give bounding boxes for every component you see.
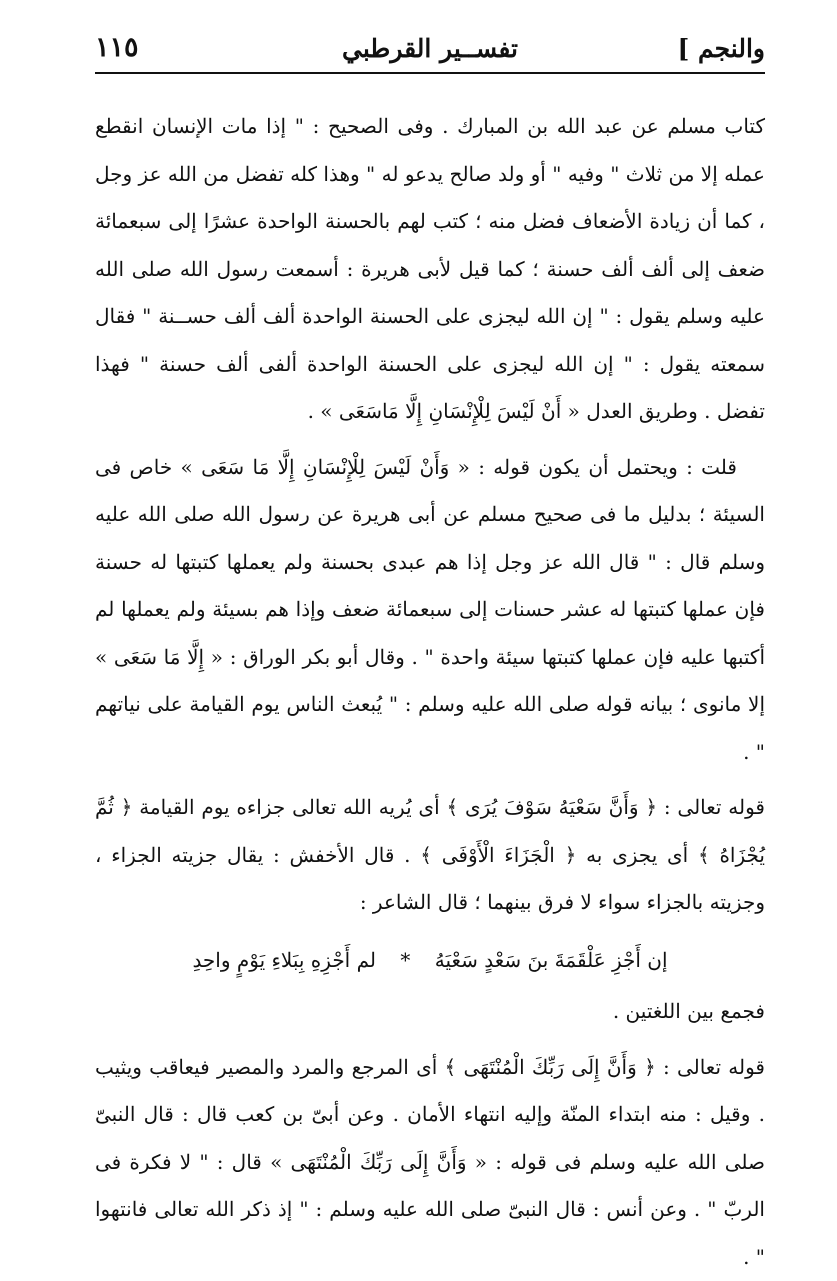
verse-second-hemistich: لم أَجْزِهِ بِبَلاءِ يَوْمٍ واحِدِ [192,937,376,985]
paragraph-3: قوله تعالى : ﴿ وَأَنَّ سَعْيَهُ سَوْفَ يُرَى ﴾ أى يُريه الله تعالى جزاءه يوم القيامة ﴿ ثُمَّ يُجْزَاهُ ﴾ أى يجزى به ﴿ الْجَزَاءَ الْأَوْفَى ﴾ . قال الأخفش : يقال جزيته الجزاء ، وجزيته بالجزاء سواء لا فرق بينهما ؛ قال الشاعر : [95,784,765,927]
header-rule [95,72,765,74]
body-text [95,103,765,1281]
paragraph-gap [95,776,765,784]
page-number: ١١٥ [95,32,139,63]
paragraph-gap [95,436,765,444]
paragraph-1: كتاب مسلم عن عبد الله بن المبارك . وفى الصحيح : " إذا مات الإنسان انقطع عمله إلا من ثلاث " وفيه " أو ولد صالح يدعو له " وهذا كله تفضل من الله عز وجل ، كما أن زيادة الأضعاف فضل منه ؛ كتب لهم بالحسنة الواحدة عشرًا إلى سبعمائة ضعف إلى ألف ألف حسنة ؛ كما قيل لأبى هريرة : أسمعت رسول الله صلى الله عليه وسلم يقول : " إن الله ليجزى على الحسنة الواحدة ألف ألف حســنة " فقال سمعته يقول : " إن الله ليجزى على الحسنة الواحدة ألفى ألف حسنة " فهذا تفضل . وطريق العدل « أَنْ لَيْسَ لِلْإِنْسَانِ إِلَّا مَاسَعَى » . [95,103,765,436]
verse-first-hemistich: إن أَجْزِ عَلْقَمَةَ بنَ سَعْدٍ سَعْيَهُ [435,937,668,985]
paragraph-4: فجمع بين اللغتين . [95,988,765,1036]
paragraph-5: قوله تعالى : ﴿ وَأَنَّ إِلَى رَبِّكَ الْمُنْتَهَى ﴾ أى المرجع والمرد والمصير فيعاقب ويثيب . وقيل : منه ابتداء المنّة وإليه انتهاء الأمان . وعن أبىّ بن كعب قال : قال النبىّ صلى الله عليه وسلم فى قوله : « وَأَنَّ إِلَى رَبِّكَ الْمُنْتَهَى » قال : " لا فكرة فى الربّ " . وعن أنس : قال النبىّ صلى الله عليه وسلم : " إذ ذكر الله تعالى فانتهوا " . [95,1044,765,1281]
book-title-header: تفســير القرطبي [342,34,518,63]
poetry-verse [95,937,765,985]
paragraph-gap [95,1036,765,1044]
surah-name-header: والنجم ] [678,34,766,63]
page-header [95,30,765,74]
paragraph-2: قلت : ويحتمل أن يكون قوله : « وَأَنْ لَيْسَ لِلْإِنْسَانِ إِلَّا مَا سَعَى » خاص فى السيئة ؛ بدليل ما فى صحيح مسلم عن أبى هريرة عن رسول الله صلى الله عليه وسلم قال : " قال الله عز وجل إذا هم عبدى بحسنة ولم يعملها كتبتها له حسنة فإن عملها كتبتها له عشر حسنات إلى سبعمائة ضعف وإذا هم بسيئة ولم يعملها لم أكتبها عليه فإن عملها كتبتها سيئة واحدة " . وقال أبو بكر الوراق : « إِلَّا مَا سَعَى » إلا مانوى ؛ بيانه قوله صلى الله عليه وسلم : " يُبعث الناس يوم القيامة على نياتهم " . [95,444,765,777]
verse-separator: * [400,937,410,985]
